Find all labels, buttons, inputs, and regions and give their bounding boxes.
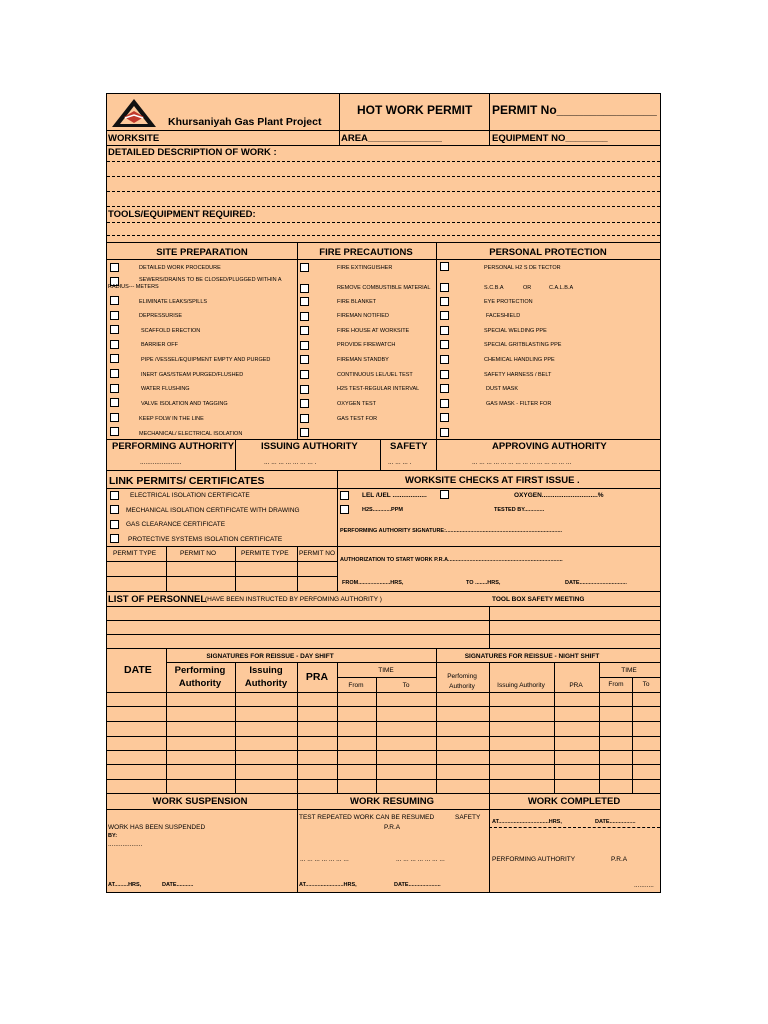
permit-type-header: PERMIT TYPE [113, 550, 157, 557]
night-from-header: From [608, 681, 624, 688]
site-item: INERT GAS/STEAM PURGED/FLUSHED [141, 372, 244, 378]
site-item: PIPE /VESSEL/EQUIPMENT EMPTY AND PURGED [141, 357, 271, 363]
time-header: TIME [378, 667, 394, 674]
site-item: ELIMINATE LEAKS/SPILLS [139, 299, 208, 305]
night-authority-header: Authority [449, 683, 475, 690]
completed-at-field[interactable]: AT.................................HRS, [492, 819, 562, 825]
site-item: RADIUS--- METERS [108, 284, 159, 290]
site-item: DEPRESSURISE [139, 313, 183, 319]
personal-checkbox[interactable] [440, 370, 449, 379]
fire-item: GAS TEST FOR [337, 416, 378, 422]
personal-item: S.C.B.A [484, 285, 504, 291]
description-label: DETAILED DESCRIPTION OF WORK : [108, 147, 277, 158]
fire-item: FIREMAN STANDBY [337, 357, 389, 363]
list-of-personnel-label: LIST OF PERSONNEL [108, 594, 207, 605]
fire-item: PROVIDE FIREWATCH [337, 342, 396, 348]
completed-performing-authority-label: PERFORMING AUTHORITY [492, 856, 576, 863]
personal-checkbox[interactable] [440, 384, 449, 393]
personal-checkbox[interactable] [440, 297, 449, 306]
night-pra-header: PRA [569, 682, 583, 689]
site-item: MECHANICAL/ ELECTRICAL ISOLATION [139, 431, 243, 437]
link-checkbox[interactable] [110, 534, 119, 543]
personal-item: EYE PROTECTION [484, 299, 533, 305]
area-field[interactable]: AREA______________ [341, 133, 442, 144]
performing-authority-column-header: Authority [178, 678, 222, 689]
fire-checkbox[interactable] [300, 370, 309, 379]
tested-by-field[interactable]: TESTED BY............. [494, 507, 545, 513]
night-to-header: To [642, 681, 650, 688]
site-checkbox[interactable] [110, 384, 119, 393]
link-item: MECHANICAL ISOLATION CERTIFICATE WITH DRAWING [126, 507, 300, 514]
link-item: PROTECTIVE SYSTEMS ISOLATION CERTIFICATE [128, 536, 283, 543]
night-shift-heading: SIGNATURES FOR REISSUE - NIGHT SHIFT [464, 653, 600, 660]
personnel-note: (HAVE BEEN INSTRUCTED BY PERFOMING AUTHORITY ) [205, 596, 382, 603]
fire-checkbox[interactable] [300, 312, 309, 321]
personal-item: DUST MASK [486, 386, 518, 392]
fire-checkbox[interactable] [300, 297, 309, 306]
worksite-checks-heading: WORKSITE CHECKS AT FIRST ISSUE . [405, 475, 580, 486]
resume-date-field[interactable]: DATE..................... [394, 882, 441, 888]
site-item: SCAFFOLD ERECTION [141, 328, 201, 334]
approving-signature[interactable]: ... ... ... ... ... ... ... ... ... ... ... ... ... ... [472, 459, 572, 466]
worksite-field[interactable]: WORKSITE [108, 133, 160, 144]
link-checkbox[interactable] [110, 520, 119, 529]
to-column-header: To [402, 682, 410, 689]
link-permits-heading: LINK PERMITS/ CERTIFICATES [109, 475, 265, 487]
fire-checkbox[interactable] [300, 284, 309, 293]
personal-checkbox[interactable] [440, 355, 449, 364]
personal-item: PERSONAL H2 S DE TECTOR [484, 265, 561, 271]
safety-heading: SAFETY [390, 441, 428, 452]
from-column-header: From [348, 682, 364, 689]
personal-item: FACESHIELD [486, 313, 521, 319]
work-suspension-heading: WORK SUSPENSION [152, 796, 248, 807]
permit-no-header: PERMIT NO [299, 550, 335, 557]
completed-date-field[interactable]: DATE................. [595, 819, 636, 825]
to-hrs-field[interactable]: TO ........HRS, [466, 580, 501, 586]
site-item: DETAILED WORK PROCEDURE [139, 265, 221, 271]
fire-item: OXYGEN TEST [337, 401, 377, 407]
site-item: SEWERS/DRAINS TO BE CLOSED/PLUGGED WITHIN A [139, 277, 282, 283]
performing-signature[interactable]: ....................... [140, 459, 182, 466]
site-checkbox[interactable] [110, 354, 119, 363]
personal-checkbox[interactable] [440, 428, 449, 437]
personal-item: OR [523, 285, 532, 291]
approving-authority-heading: APPROVING AUTHORITY [492, 441, 607, 452]
performing-authority-signature-field[interactable]: PERFORMING AUTHORITY SIGNATURE:............................................................................ [340, 528, 563, 534]
issuing-authority-heading: ISSUING AUTHORITY [261, 441, 358, 452]
site-item: KEEP FOLW IN THE LINE [139, 416, 204, 422]
night-perfoming-header: Perfoming [447, 673, 477, 680]
company-logo [110, 97, 158, 129]
fire-checkbox[interactable] [300, 326, 309, 335]
permit-number-field[interactable]: PERMIT No_______________ [492, 103, 657, 117]
site-checkbox[interactable] [110, 296, 119, 305]
personal-item: C.A.L.B.A [549, 285, 574, 291]
suspension-date-field[interactable]: DATE........... [162, 882, 194, 888]
fire-checkbox[interactable] [300, 428, 309, 437]
h2s-field[interactable]: H2S............PPM [362, 507, 403, 513]
site-checkbox[interactable] [110, 325, 119, 334]
date-column-header: DATE [124, 664, 152, 676]
fire-checkbox[interactable] [300, 263, 309, 272]
personal-checkbox[interactable] [440, 399, 449, 408]
completed-pra-label: P.R.A [611, 856, 628, 863]
completed-signature-field[interactable]: ........... [634, 882, 654, 889]
site-checkbox[interactable] [110, 311, 119, 320]
site-checkbox[interactable] [110, 398, 119, 407]
issuing-authority-column-header: Authority [244, 678, 288, 689]
suspended-by-field[interactable]: ................... [108, 841, 143, 848]
suspended-by-label: BY: [108, 833, 118, 839]
h2s-checkbox[interactable] [340, 505, 349, 514]
personal-item: SPECIAL WELDING PPE [484, 328, 547, 334]
fire-checkbox[interactable] [300, 414, 309, 423]
issuing-signature[interactable]: ... ... ... ... ... ... ... . [264, 459, 317, 466]
fire-item: FIRE HOUSE AT WORKSITE [337, 328, 410, 334]
fire-item: FIRE BLANKET [337, 299, 377, 305]
site-item: BARRIER OFF [141, 342, 178, 348]
lel-checkbox[interactable] [340, 491, 349, 500]
performing-authority-heading: PERFORMING AUTHORITY [112, 441, 235, 452]
oxygen-field[interactable]: OXYGEN...............................% [514, 492, 604, 499]
resume-signature-1[interactable]: ... ... ... ... ... ... ... [300, 856, 349, 863]
personal-checkbox[interactable] [440, 413, 449, 422]
personal-item: CHEMICAL HANDLING PPE [484, 357, 555, 363]
personal-item: GAS MASK - FILTER FOR [486, 401, 552, 407]
form-title: HOT WORK PERMIT [357, 103, 473, 117]
link-item: GAS CLEARANCE CERTIFICATE [126, 521, 226, 528]
issuing-column-header: Issuing [249, 665, 283, 676]
personal-item: SPECIAL GRITBLASTING PPE [484, 342, 562, 348]
link-checkbox[interactable] [110, 491, 119, 500]
work-suspended-text: WORK HAS BEEN SUSPENDED [108, 824, 206, 831]
tools-label: TOOLS/EQUIPMENT REQUIRED: [108, 209, 256, 220]
personal-checkbox[interactable] [440, 311, 449, 320]
authorization-field[interactable]: AUTHORIZATION TO START WORK P.R.A........................................................................... [340, 557, 563, 563]
site-checkbox[interactable] [110, 413, 119, 422]
work-completed-heading: WORK COMPLETED [527, 796, 621, 807]
oxygen-checkbox[interactable] [440, 490, 449, 499]
work-resuming-heading: WORK RESUMING [350, 796, 434, 807]
fire-item: FIRE EXTINGUISHER [337, 265, 393, 271]
fire-checkbox[interactable] [300, 385, 309, 394]
date-field[interactable]: DATE............................... [565, 580, 627, 586]
day-shift-heading: SIGNATURES FOR REISSUE - DAY SHIFT [206, 653, 334, 660]
test-repeated-text: TEST REPEATED WORK CAN BE RESUMED [299, 814, 435, 821]
lel-uel-field[interactable]: LEL /UEL ................... [362, 492, 427, 499]
site-checkbox[interactable] [110, 369, 119, 378]
equipment-no-field[interactable]: EQUIPMENT NO________ [492, 133, 608, 144]
fire-item: CONTINUOUS LEL/UEL TEST [337, 372, 413, 378]
permite-type-header: PERMITE TYPE [241, 550, 289, 557]
personal-item: SAFETY HARNESS / BELT [484, 372, 552, 378]
site-preparation-heading: SITE PREPARATION [156, 247, 248, 258]
fire-item: FIREMAN NOTIFIED [337, 313, 389, 319]
night-issuing-header: Issuing Authority [497, 682, 545, 689]
fire-precautions-heading: FIRE PRECAUTIONS [319, 247, 413, 258]
site-checkbox[interactable] [110, 427, 119, 436]
safety-signature[interactable]: ... ... ... . [388, 459, 412, 466]
fire-item: REMOVE COMBUSTIBLE MATERIAL [337, 285, 431, 291]
resume-signature-2[interactable]: ... ... ... ... ... ... ... [396, 856, 445, 863]
site-checkbox[interactable] [110, 340, 119, 349]
resume-pra-label: P.R.A [384, 824, 401, 831]
personal-checkbox[interactable] [440, 262, 449, 271]
fire-checkbox[interactable] [300, 341, 309, 350]
site-item: WATER FLUSHING [141, 386, 190, 392]
project-name: Khursaniyah Gas Plant Project [168, 116, 322, 128]
site-checkbox[interactable] [110, 263, 119, 272]
from-hrs-field[interactable]: FROM.....................HRS, [342, 580, 404, 586]
link-checkbox[interactable] [110, 505, 119, 514]
performing-column-header: Performing [174, 665, 226, 676]
toolbox-meeting-label: TOOL BOX SAFETY MEETING [492, 596, 585, 603]
permit-no-header: PERMIT NO [180, 550, 216, 557]
night-time-header: TIME [621, 667, 637, 674]
pra-column-header: PRA [305, 671, 329, 683]
fire-item: H2S TEST-REGULAR INTERVAL [337, 386, 420, 392]
personal-protection-heading: PERSONAL PROTECTION [489, 247, 607, 258]
personal-checkbox[interactable] [440, 340, 449, 349]
personal-checkbox[interactable] [440, 283, 449, 292]
fire-checkbox[interactable] [300, 399, 309, 408]
link-item: ELECTRICAL ISOLATION CERTIFICATE [130, 492, 250, 499]
resume-at-field[interactable]: AT.........................HRS, [299, 882, 357, 888]
personal-checkbox[interactable] [440, 326, 449, 335]
fire-checkbox[interactable] [300, 355, 309, 364]
suspension-at-field[interactable]: AT.........HRS, [108, 882, 142, 888]
resume-safety-label: SAFETY [455, 814, 481, 821]
site-item: VALVE ISOLATION AND TAGGING [141, 401, 228, 407]
